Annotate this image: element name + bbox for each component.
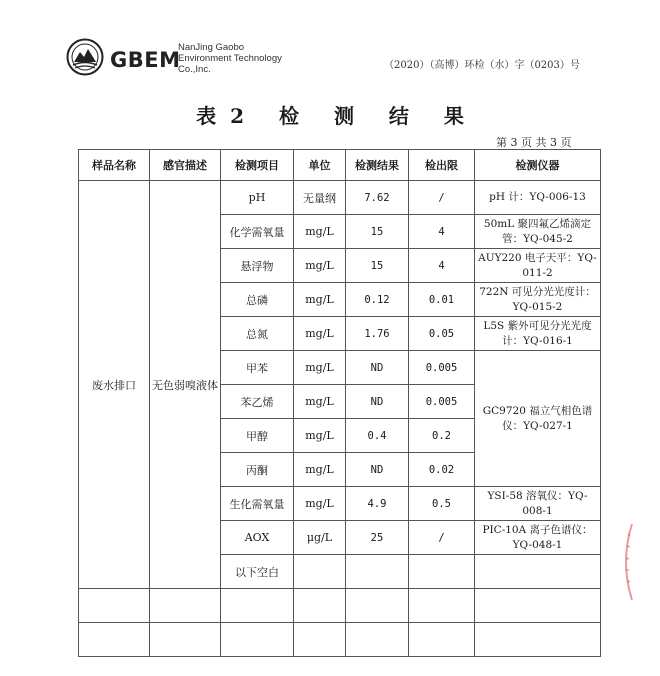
page-title: 表2 检 测 结 果: [196, 104, 478, 128]
results-table: [78, 149, 601, 657]
result-cell: 25: [346, 521, 409, 555]
sample-name-cell: 废水排口: [79, 181, 150, 589]
limit-cell: 0.005: [409, 351, 475, 385]
empty-cell: [475, 555, 601, 589]
limit-cell: 0.005: [409, 385, 475, 419]
gbem-logo-icon: [66, 38, 104, 76]
unit-cell: mg/L: [294, 487, 346, 521]
company-line: NanJing Gaobo: [178, 42, 245, 53]
limit-cell: /: [409, 181, 475, 215]
company-name: [178, 42, 282, 75]
result-cell: 0.12: [346, 283, 409, 317]
empty-cell: [346, 589, 409, 623]
empty-cell: [409, 589, 475, 623]
sensory-cell: 无色弱嗅液体: [150, 181, 221, 589]
unit-cell: mg/L: [294, 385, 346, 419]
empty-cell: [79, 623, 150, 657]
blank-note-cell: 以下空白: [221, 555, 294, 589]
item-cell: 总氮: [221, 317, 294, 351]
empty-cell: [409, 555, 475, 589]
unit-cell: mg/L: [294, 249, 346, 283]
empty-cell: [346, 555, 409, 589]
company-line: Environment Technology: [178, 53, 282, 64]
item-cell: 化学需氧量: [221, 215, 294, 249]
unit-cell: 无量纲: [294, 181, 346, 215]
item-cell: AOX: [221, 521, 294, 555]
empty-cell: [150, 623, 221, 657]
header-cell: 检测仪器: [475, 150, 601, 181]
item-cell: 甲醇: [221, 419, 294, 453]
item-cell: 丙酮: [221, 453, 294, 487]
header-cell: 检出限: [409, 150, 475, 181]
header-cell: 单位: [294, 150, 346, 181]
empty-cell: [294, 589, 346, 623]
result-cell: 15: [346, 249, 409, 283]
unit-cell: mg/L: [294, 351, 346, 385]
instrument-cell: 722N 可见分光光度计：YQ-015-2: [475, 283, 601, 317]
limit-cell: 4: [409, 215, 475, 249]
unit-cell: mg/L: [294, 215, 346, 249]
header-cell: 样品名称: [79, 150, 150, 181]
unit-cell: mg/L: [294, 317, 346, 351]
brand-name: GBEM: [110, 48, 181, 72]
empty-cell: [79, 589, 150, 623]
page-info: 第 3 页 共 3 页: [496, 136, 572, 149]
result-cell: ND: [346, 385, 409, 419]
unit-cell: mg/L: [294, 453, 346, 487]
limit-cell: 0.02: [409, 453, 475, 487]
unit-cell: mg/L: [294, 283, 346, 317]
seal-stamp-icon: [618, 522, 638, 602]
header-cell: 检测项目: [221, 150, 294, 181]
empty-cell: [409, 623, 475, 657]
table-header-row: [79, 150, 601, 181]
limit-cell: 4: [409, 249, 475, 283]
result-cell: 7.62: [346, 181, 409, 215]
result-cell: ND: [346, 351, 409, 385]
table-row: [79, 181, 601, 215]
empty-cell: [346, 623, 409, 657]
result-cell: 1.76: [346, 317, 409, 351]
empty-cell: [150, 589, 221, 623]
empty-cell: [475, 589, 601, 623]
result-cell: 4.9: [346, 487, 409, 521]
limit-cell: /: [409, 521, 475, 555]
instrument-cell: YSI-58 溶氧仪：YQ-008-1: [475, 487, 601, 521]
instrument-cell: 50mL 聚四氟乙烯滴定管：YQ-045-2: [475, 215, 601, 249]
item-cell: 总磷: [221, 283, 294, 317]
limit-cell: 0.5: [409, 487, 475, 521]
header-cell: 感官描述: [150, 150, 221, 181]
empty-cell: [294, 623, 346, 657]
instrument-cell: L5S 紫外可见分光光度计：YQ-016-1: [475, 317, 601, 351]
limit-cell: 0.2: [409, 419, 475, 453]
limit-cell: 0.01: [409, 283, 475, 317]
table-row: [79, 589, 601, 623]
empty-cell: [221, 589, 294, 623]
empty-cell: [221, 623, 294, 657]
company-line: Co.,Inc.: [178, 64, 211, 75]
item-cell: 苯乙烯: [221, 385, 294, 419]
unit-cell: mg/L: [294, 419, 346, 453]
item-cell: 悬浮物: [221, 249, 294, 283]
item-cell: 甲苯: [221, 351, 294, 385]
empty-cell: [294, 555, 346, 589]
item-cell: pH: [221, 181, 294, 215]
table-row: [79, 623, 601, 657]
instrument-cell: PIC-10A 离子色谱仪：YQ-048-1: [475, 521, 601, 555]
instrument-cell: AUY220 电子天平：YQ-011-2: [475, 249, 601, 283]
report-header: [0, 0, 660, 149]
result-cell: ND: [346, 453, 409, 487]
report-number: （2020）（高博）环检（水）字（0203）号: [384, 60, 580, 71]
limit-cell: 0.05: [409, 317, 475, 351]
instrument-cell: pH 计：YQ-006-13: [475, 181, 601, 215]
item-cell: 生化需氧量: [221, 487, 294, 521]
empty-cell: [475, 623, 601, 657]
header-cell: 检测结果: [346, 150, 409, 181]
result-cell: 15: [346, 215, 409, 249]
unit-cell: μg/L: [294, 521, 346, 555]
result-cell: 0.4: [346, 419, 409, 453]
instrument-cell: GC9720 福立气相色谱仪：YQ-027-1: [475, 351, 601, 487]
